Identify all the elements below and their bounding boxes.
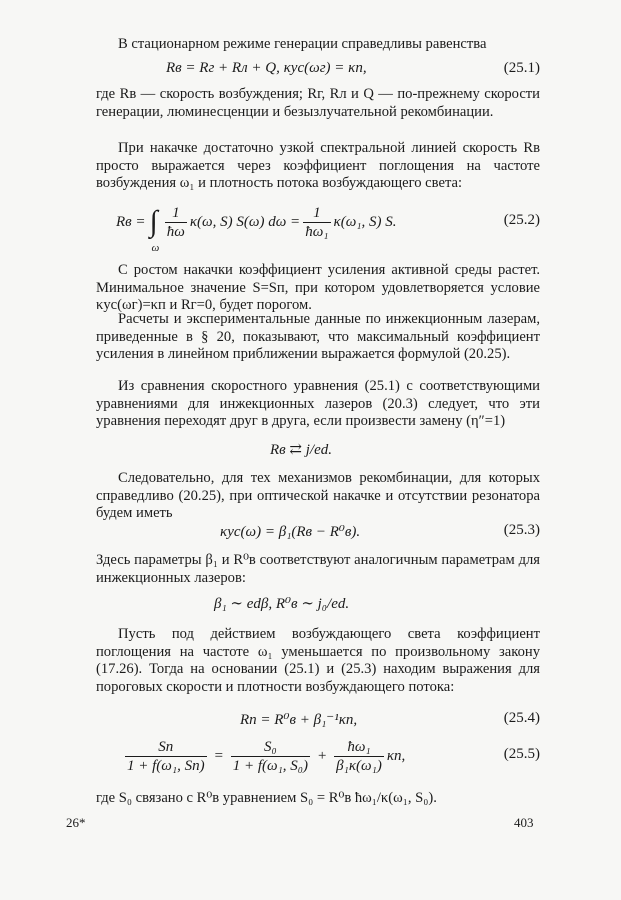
paragraph-9: Пусть под действием возбуждающего света коэффициент поглощения на частоте ω₁ уменьшается по произвольному закону (17.26). Тогда на основании (25.1) и (25.3) находим выражения для пороговых скорости и плотности возбуждающего потока: bbox=[96, 626, 540, 695]
equation-25-1-body: Rв = Rг + Rл + Q, κус(ωг) = κп, bbox=[166, 60, 367, 76]
paragraph-6: Из сравнения скоростного уравнения (25.1) с соответствующими уравнениями для инжекционных лазеров (20.3) следует, что эти уравнения переходят друг в друга, если произвести замену (η″=1) bbox=[96, 378, 540, 430]
equation-parameters bbox=[96, 594, 540, 620]
fraction-1-over-hbar-omega: $\frac{1}{ħ\omega}$ bbox=[166, 204, 185, 240]
equation-25-1-number: (25.1) bbox=[503, 60, 540, 76]
equation-25-4 bbox=[96, 710, 540, 736]
fraction-1-over-hbar-omega1: $\frac{1}{\text{ħω₁}}$ bbox=[305, 204, 329, 240]
equation-parameters-body: β₁ ∼ edβ, R⁰в ∼ j₀/ed. bbox=[214, 596, 350, 612]
equation-25-5-number: (25.5) bbox=[503, 746, 540, 762]
equation-25-2 bbox=[96, 200, 540, 254]
equation-25-3 bbox=[96, 522, 540, 548]
equation-25-4-body: Rп = R⁰в + β₁⁻¹κп, bbox=[240, 712, 358, 728]
paragraph-10: где S₀ связано с R⁰в уравнением S₀ = R⁰в ħω₁/κ(ω₁, S₀). bbox=[96, 790, 437, 806]
page-number: 403 bbox=[514, 815, 534, 830]
equals-sign: = bbox=[213, 747, 224, 764]
equation-substitution-body: Rв ⇄ j/ed. bbox=[270, 442, 332, 458]
plus-sign: + bbox=[317, 747, 328, 764]
paragraph-1: В стационарном режиме генерации справедливы равенства bbox=[118, 36, 487, 52]
equation-25-2-lhs: Rв = bbox=[116, 213, 146, 230]
integral-sign: ∫ bbox=[149, 205, 158, 238]
paragraph-7: Следовательно, для тех механизмов рекомбинации, для которых справедливо (20.25), при оптической накачке и отсутствии резонатора будем иметь bbox=[96, 470, 540, 522]
equation-25-1 bbox=[96, 60, 540, 86]
equation-25-3-number: (25.3) bbox=[503, 522, 540, 538]
equation-25-5-tail: κп, bbox=[386, 747, 406, 764]
fraction-sp: $\frac{Sп}{\text{1 + f(ω₁, Sп)}}$ bbox=[127, 738, 205, 774]
signature-mark: 26* bbox=[66, 815, 86, 830]
paragraph-4: С ростом накачки коэффициент усиления активной среды растет. Минимальное значение S=Sп, при котором удовлетворяется условие κус(ωг)=κп и Rг=0, будет порогом. bbox=[96, 262, 540, 314]
equation-25-5 bbox=[96, 734, 540, 780]
equation-25-2-rhs: κ(ω₁, S) S. bbox=[333, 213, 397, 230]
paragraph-2: где Rв — скорость возбуждения; Rг, Rл и Q — по-прежнему скорости генерации, люминесценции и безызлучательной рекомбинации. bbox=[96, 86, 540, 120]
integral-lower-limit: ω bbox=[151, 242, 160, 254]
equation-25-3-body: κус(ω) = β₁(Rв − R⁰в). bbox=[220, 524, 361, 540]
equation-25-2-number: (25.2) bbox=[503, 212, 540, 228]
fraction-s0: $\frac{\text{S₀}}{\text{1 + f(ω₁, S₀)}}$ bbox=[232, 738, 309, 774]
equation-25-4-number: (25.4) bbox=[503, 710, 540, 726]
equation-25-2-middle: κ(ω, S) S(ω) dω = bbox=[189, 213, 301, 230]
paragraph-3: При накачке достаточно узкой спектральной линией скорость Rв просто выражается через коэффициент поглощения на частоте возбуждения ω₁ и плотность потока возбуждающего света: bbox=[96, 140, 540, 192]
equation-substitution bbox=[96, 440, 540, 466]
fraction-hbar-omega1: $\frac{\text{ħω₁}}{\text{β₁κ(ω₁)}}$ bbox=[336, 738, 382, 774]
paragraph-5: Расчеты и экспериментальные данные по инжекционным лазерам, приведенные в § 20, показывают, что максимальный коэффициент усиления в линейном приближении выражается формулой (20.25). bbox=[96, 311, 540, 363]
paragraph-8: Здесь параметры β₁ и R⁰в соответствуют аналогичным параметрам для инжекционных лазеров: bbox=[96, 552, 540, 586]
